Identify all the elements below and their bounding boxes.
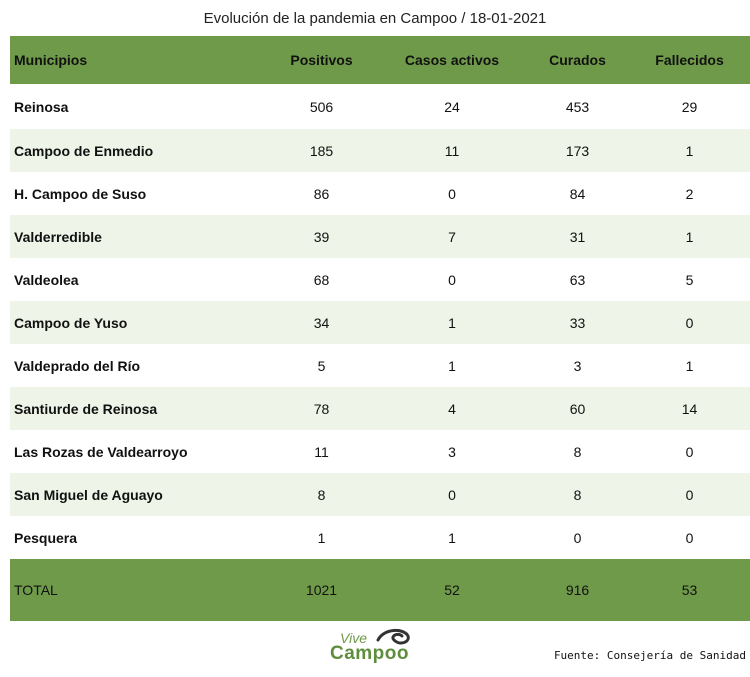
positivos-cell: 506 bbox=[309, 98, 334, 115]
activos-cell: 7 bbox=[448, 228, 456, 245]
positivos-cell: 86 bbox=[313, 185, 330, 202]
activos-cell: 4 bbox=[448, 400, 456, 417]
fallecidos-cell: 2 bbox=[685, 185, 694, 202]
municipio-cell: Las Rozas de Valdearroyo bbox=[14, 443, 188, 460]
table-row bbox=[10, 430, 750, 473]
curados-cell: 453 bbox=[565, 98, 590, 115]
page-title: Evolución de la pandemia en Campoo / 18-01-2021 bbox=[203, 10, 547, 27]
activos-cell: 0 bbox=[448, 185, 456, 202]
vive-campoo-logo bbox=[328, 626, 418, 666]
fallecidos-cell: 0 bbox=[685, 529, 694, 546]
municipio-cell: Valderredible bbox=[14, 228, 102, 245]
municipio-cell: Campoo de Yuso bbox=[14, 314, 128, 331]
municipio-cell: H. Campoo de Suso bbox=[14, 185, 147, 202]
fallecidos-cell: 0 bbox=[685, 486, 694, 503]
curados-cell: 84 bbox=[569, 185, 586, 202]
activos-cell: 1 bbox=[448, 314, 456, 331]
curados-cell: 60 bbox=[569, 400, 586, 417]
total-fallecidos: 53 bbox=[681, 582, 698, 598]
municipio-cell: Pesquera bbox=[14, 529, 78, 546]
fallecidos-cell: 1 bbox=[685, 357, 694, 374]
header-curados: Curados bbox=[549, 52, 606, 68]
table-row bbox=[10, 172, 750, 215]
table-header-row bbox=[10, 36, 750, 84]
municipio-cell: Valdeolea bbox=[14, 271, 79, 288]
table-row bbox=[10, 387, 750, 430]
fallecidos-cell: 14 bbox=[681, 400, 698, 417]
activos-cell: 11 bbox=[444, 142, 460, 159]
activos-cell: 0 bbox=[448, 271, 456, 288]
positivos-cell: 5 bbox=[317, 357, 326, 374]
header-positivos: Positivos bbox=[290, 52, 353, 68]
municipio-cell: Campoo de Enmedio bbox=[14, 142, 154, 159]
activos-cell: 24 bbox=[444, 98, 460, 115]
covid-table bbox=[10, 36, 750, 621]
fallecidos-cell: 0 bbox=[685, 314, 694, 331]
curados-cell: 173 bbox=[565, 142, 590, 159]
positivos-cell: 78 bbox=[313, 400, 330, 417]
positivos-cell: 39 bbox=[313, 228, 330, 245]
fallecidos-cell: 0 bbox=[685, 443, 694, 460]
table-row bbox=[10, 516, 750, 559]
curados-cell: 33 bbox=[569, 314, 586, 331]
positivos-cell: 185 bbox=[309, 142, 334, 159]
municipio-cell: Reinosa bbox=[14, 98, 69, 115]
logo-line-campoo: Campoo bbox=[330, 643, 409, 664]
positivos-cell: 68 bbox=[313, 271, 330, 288]
curados-cell: 8 bbox=[573, 443, 582, 460]
curados-cell: 63 bbox=[569, 271, 586, 288]
curados-cell: 0 bbox=[573, 529, 582, 546]
total-label: TOTAL bbox=[14, 582, 58, 598]
fallecidos-cell: 5 bbox=[685, 271, 694, 288]
table-row bbox=[10, 258, 750, 301]
header-casos-activos: Casos activos bbox=[404, 52, 500, 68]
activos-cell: 1 bbox=[448, 529, 456, 546]
activos-cell: 3 bbox=[448, 443, 456, 460]
positivos-cell: 11 bbox=[314, 443, 329, 460]
curados-cell: 31 bbox=[569, 228, 586, 245]
total-positivos: 1021 bbox=[305, 582, 338, 598]
table-row bbox=[10, 129, 750, 172]
activos-cell: 1 bbox=[448, 357, 456, 374]
curados-cell: 3 bbox=[573, 357, 582, 374]
total-row bbox=[10, 559, 750, 621]
table-row bbox=[10, 473, 750, 516]
table-row bbox=[10, 344, 750, 387]
header-municipios: Municipios bbox=[14, 52, 88, 68]
total-curados: 916 bbox=[565, 582, 590, 598]
positivos-cell: 34 bbox=[313, 314, 330, 331]
activos-cell: 0 bbox=[448, 486, 456, 503]
positivos-cell: 1 bbox=[317, 529, 326, 546]
curados-cell: 8 bbox=[573, 486, 582, 503]
source-note: Fuente: Consejería de Sanidad bbox=[553, 649, 746, 662]
table-row bbox=[10, 84, 750, 129]
positivos-cell: 8 bbox=[317, 486, 326, 503]
swirl-icon bbox=[374, 626, 414, 650]
fallecidos-cell: 29 bbox=[681, 98, 698, 115]
table-row bbox=[10, 301, 750, 344]
logo-line-vive: Vive bbox=[340, 630, 367, 646]
header-fallecidos: Fallecidos bbox=[655, 52, 724, 68]
municipio-cell: Valdeprado del Río bbox=[14, 357, 141, 374]
municipio-cell: San Miguel de Aguayo bbox=[14, 486, 163, 503]
fallecidos-cell: 1 bbox=[685, 142, 694, 159]
fallecidos-cell: 1 bbox=[685, 228, 694, 245]
total-activos: 52 bbox=[444, 582, 460, 598]
municipio-cell: Santiurde de Reinosa bbox=[14, 400, 158, 417]
table-row bbox=[10, 215, 750, 258]
